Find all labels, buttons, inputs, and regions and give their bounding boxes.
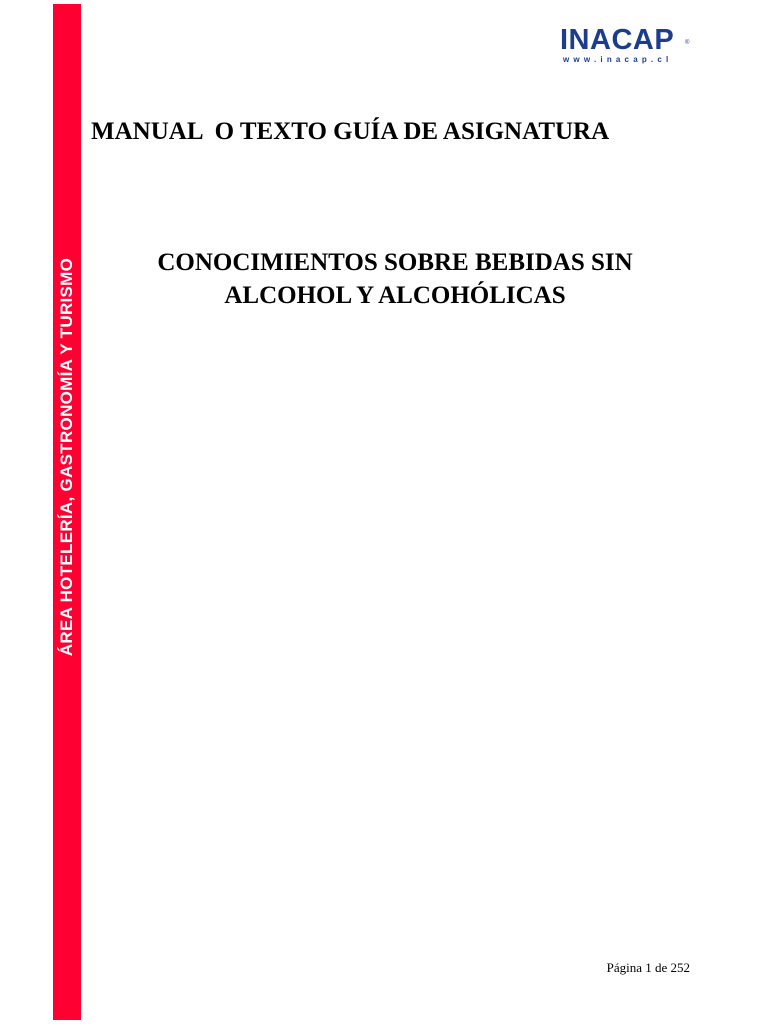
page-number: Página 1 de 252 [606,960,690,975]
subject-line-2: ALCOHOL Y ALCOHÓLICAS [224,282,566,309]
logo-wordmark: INACAP [560,24,675,56]
registered-mark: ® [685,40,690,46]
logo-url: www.inacap.cl [563,55,673,64]
subject-line-1: CONOCIMIENTOS SOBRE BEBIDAS SIN [157,249,633,276]
document-heading: MANUAL O TEXTO GUÍA DE ASIGNATURA [91,118,610,145]
side-band-label: ÁREA HOTELERÍA, GASTRONOMÍA Y TURISMO [57,257,76,657]
inacap-logo [560,24,692,68]
document-subject [100,246,690,312]
